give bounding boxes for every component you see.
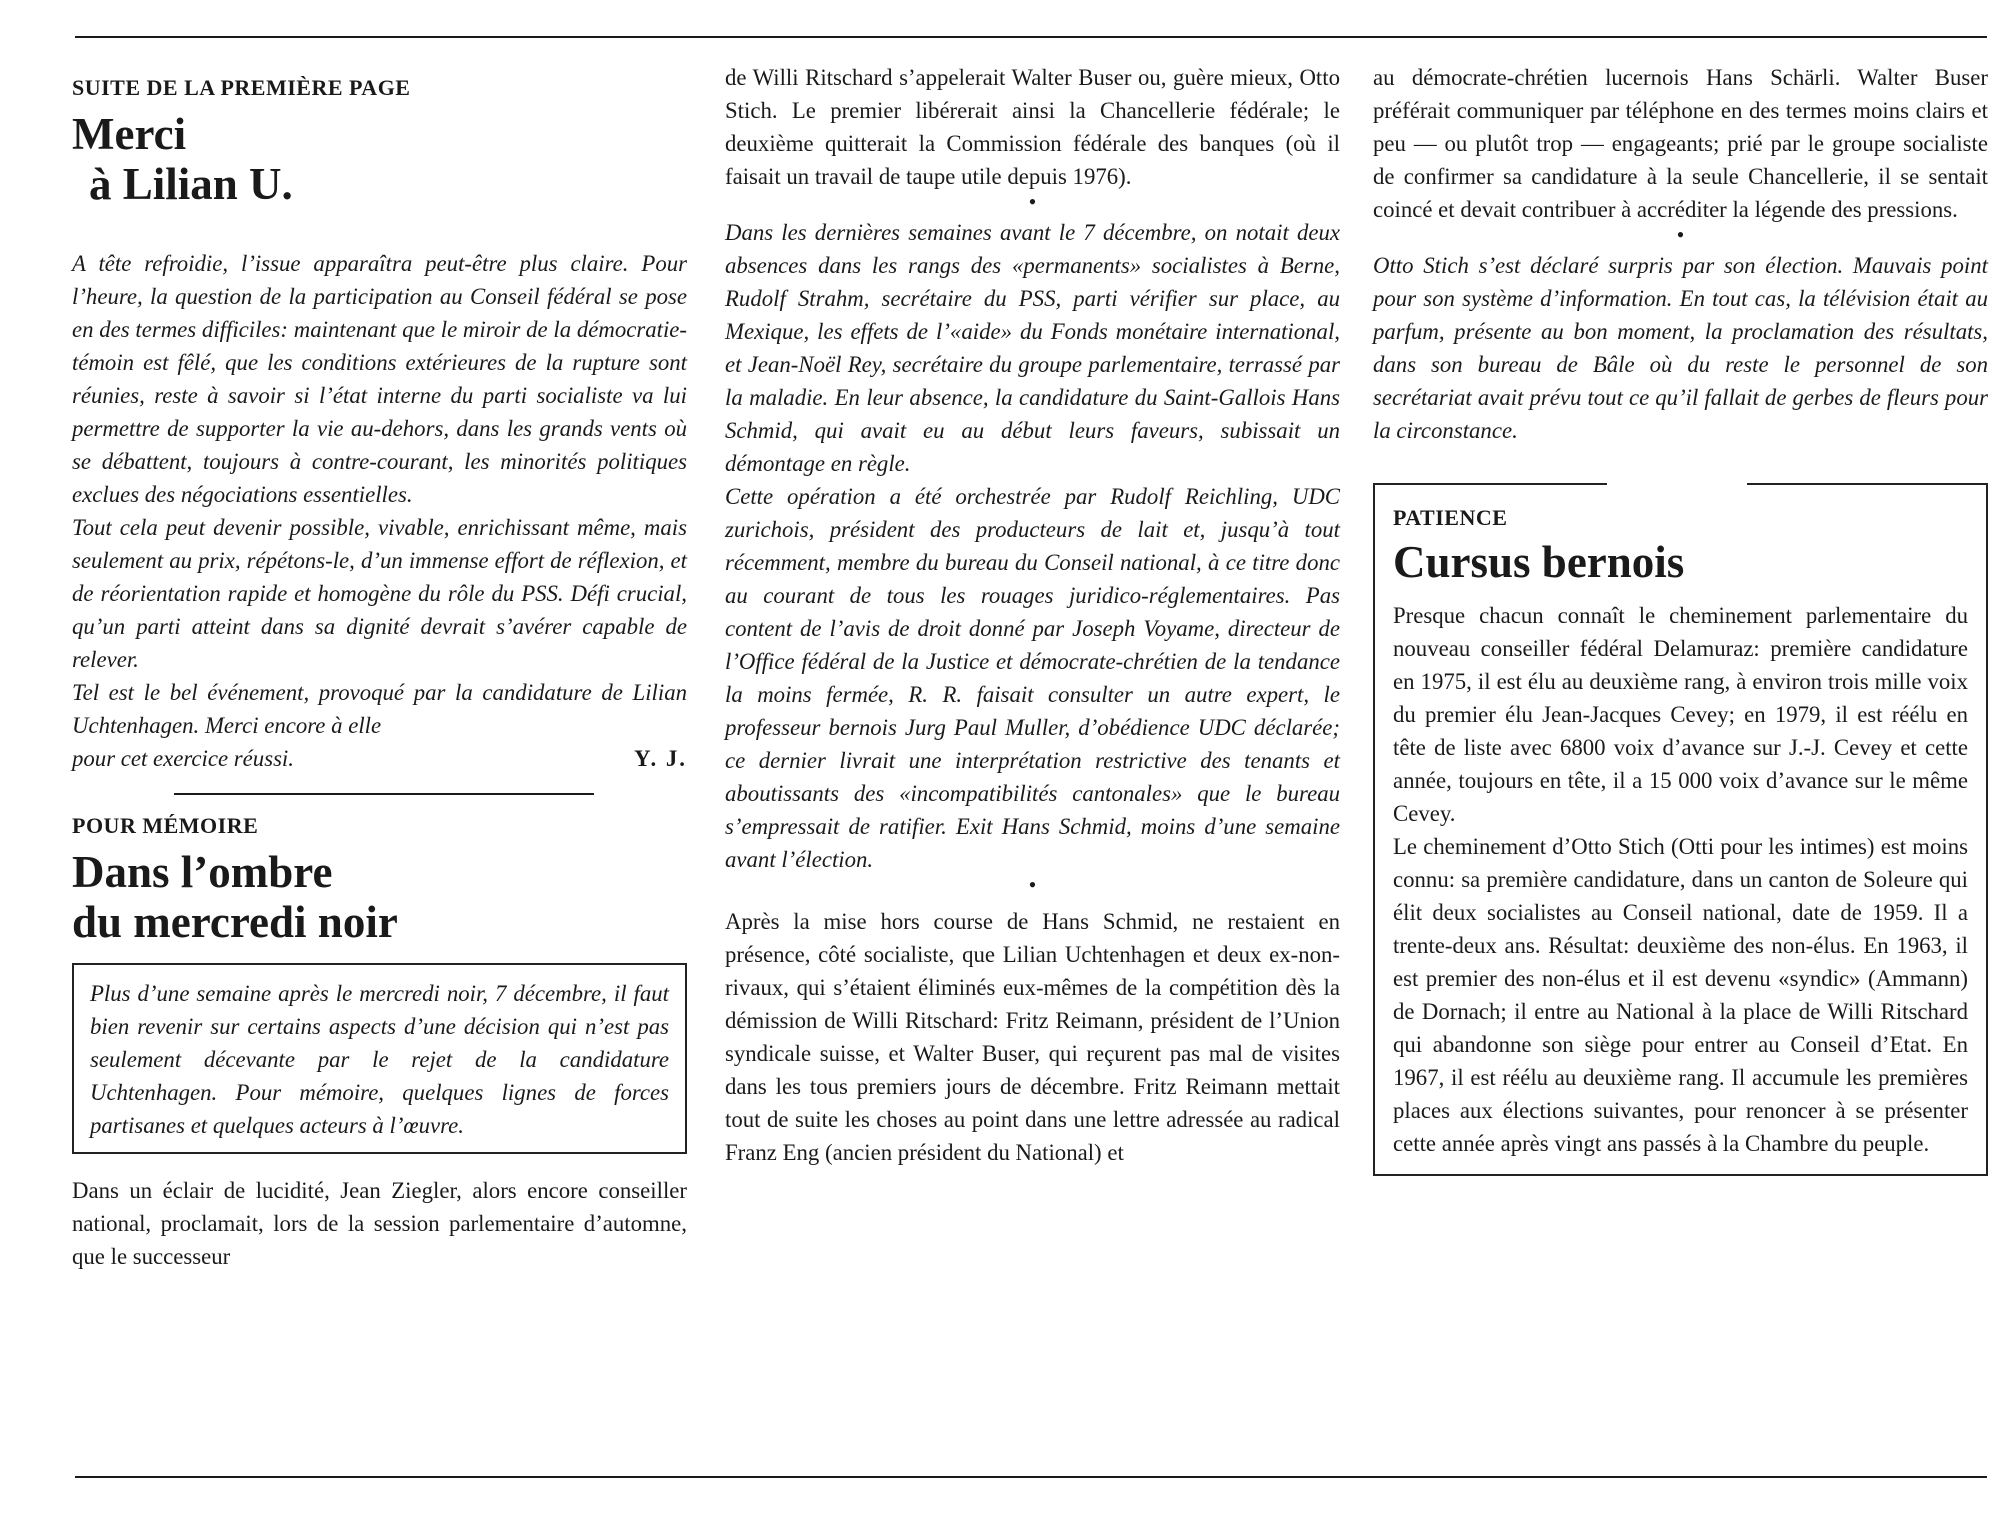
paragraph: Presque chacun connaît le cheminement parlementaire du nouveau conseiller fédéral Delamuraz: première candidature en 1975, il est élu au deuxième rang, à environ trois mille voix du premier élu Jean-Jacques Cevey; en 1979, il est réélu en tête de liste avec 6800 voix d’avance sur J.-J. Cevey et cette année, toujours en tête, il a 15 000 voix d’avance sur le même Cevey. [1393,603,1968,826]
paragraph: Dans les dernières semaines avant le 7 décembre, on notait deux absences dans les rangs des «permanents» socialistes à Berne, Rudolf Strahm, secrétaire du PSS, parti vérifier sur place, au Mexique, les effets de l’«aide» du Fonds monétaire international, et Jean-Noël Rey, secrétaire du groupe parlementaire, terrassé par la maladie. En leur absence, la candidature du Saint-Gallois Hans Schmid, qui avait eu au début leurs faveurs, subissait un démontage en règle. [725,220,1340,476]
paragraph: Cette opération a été orchestrée par Rudolf Reichling, UDC zurichois, président des producteurs de lait et, jusqu’à tout récemment, membre du bureau du Conseil national, à ce titre donc au courant de tous les rouages juridico-réglementaires. Pas content de l’avis de droit donné par Joseph Voyame, directeur de l’Office fédéral de la Justice et démocrate-chrétien de la tendance la moins fermée, R. R. faisait consulter un autre expert, le professeur bernois Jurg Paul Muller, d’obédience UDC déclarée; ce dernier livrait une interprétation restrictive des tenants et aboutissants des «incompatibilités cantonales» que le bureau s’empressait de ratifier. Exit Hans Schmid, moins d’une semaine avant l’élection. [725,484,1340,872]
paragraph: Otto Stich s’est déclaré surpris par son élection. Mauvais point pour son système d’information. En tout cas, la télévision était au parfum, présente au bon moment, la proclamation des résultats, dans son bureau de Bâle où du reste le personnel de son secrétariat avait prévu tout ce qu’il fallait de gerbes de fleurs pour la circonstance. [1373,253,1988,443]
paragraph: Tel est le bel événement, provoqué par la candidature de Lilian Uchtenhagen. Merci encore à elle [72,680,687,738]
paragraph: Le cheminement d’Otto Stich (Otti pour les intimes) est moins connu: sa première candidature, dans un canton de Soleure qui élit deux socialistes au Conseil national, date de 1959. Il a trente-deux ans. Résultat: deuxième des non-élus. En 1963, il est premier des non-élus et il est devenu «syndic» (Ammann) de Dornach; il entre au National à la place de Willi Ritschard qui abandonne son siège pour entrer au Conseil d’Etat. En 1967, il est réélu au deuxième rang. Il accumule les premières places aux élections suivantes, pour renoncer à se présenter cette année après vingt ans passés à la Chambre du peuple. [1393,834,1968,1156]
top-rule [75,36,1987,38]
paragraph: A tête refroidie, l’issue apparaîtra peut-être plus claire. Pour l’heure, la question de la participation au Conseil fédéral se pose en des termes difficiles: maintenant que le miroir de la démocratie-témoin est fêlé, que les conditions extérieures de la rupture sont réunies, reste à savoir si l’état interne du parti socialiste va lui permettre de supporter la vie au-dehors, dans les grands vents où se débattent, toujours à contre-courant, les minorités politiques exclues des négociations essentielles. [72,251,687,507]
separator-dot: • [1028,872,1037,897]
patience-box [1373,483,1988,1176]
paragraph-end: pour cet exercice réussi. [72,746,294,771]
kicker-patience: PATIENCE [1393,505,1508,530]
section-divider [174,793,594,795]
paragraph: au démocrate-chrétien lucernois Hans Schärli. Walter Buser préférait communiquer par téléphone en des termes moins clairs et peu — ou plutôt trop — engageants; prié par le groupe socialiste de confirmer sa candidature à la seule Chancellerie, il se sentait coincé et devait contribuer à accréditer la légende des pressions. [1373,65,1988,222]
headline-mercredi-noir: du mercredi noir [72,897,398,947]
separator-dot: • [1028,189,1037,214]
column-3 [1373,55,1988,1176]
headline-lilian: à Lilian U. [89,159,293,209]
paragraph: de Willi Ritschard s’appelerait Walter Buser ou, guère mieux, Otto Stich. Le premier libérerait ainsi la Chancellerie fédérale; le deuxième quitterait la Commission fédérale des banques (où il faisait un travail de taupe utile depuis 1976). [725,65,1340,189]
headline-cursus-bernois: Cursus bernois [1393,537,1685,587]
separator-dot: • [1676,222,1685,247]
intro-text: Plus d’une semaine après le mercredi noir, 7 décembre, il faut bien revenir sur certains aspects d’une décision qui n’est pas seulement décevante par le rejet de la candidature Uchtenhagen. Pour mémoire, quelques lignes de forces partisanes et quelques acteurs à l’œuvre. [90,981,669,1138]
author-signature: Y. J. [634,746,687,771]
kicker-pour-memoire: POUR MÉMOIRE [72,813,259,838]
column-2 [725,55,1340,1169]
headline-merci: Merci [72,109,187,159]
signature-line [72,742,687,775]
box-border-gap [1607,483,1747,485]
headline-dans-lombre: Dans l’ombre [72,847,333,897]
intro-box [72,963,687,1154]
paragraph: Tout cela peut devenir possible, vivable, enrichissant même, mais seulement au prix, répétons-le, d’un immense effort de réflexion, et de réorientation rapide et homogène du rôle du PSS. Défi crucial, qu’un parti atteint dans sa dignité devrait s’avérer capable de relever. [72,515,687,672]
paragraph: Après la mise hors course de Hans Schmid, ne restaient en présence, côté socialiste, que Lilian Uchtenhagen et deux ex-non-rivaux, qui s’étaient éliminés eux-mêmes de la compétition dès la démission de Willi Ritschard: Fritz Reimann, président de l’Union syndicale suisse, et Walter Buser, qui reçurent pas mal de visites dans les tous premiers jours de décembre. Fritz Reimann mettait tout de suite les choses au point dans une lettre adressée au radical Franz Eng (ancien président du National) et [725,909,1340,1165]
paragraph: Dans un éclair de lucidité, Jean Ziegler, alors encore conseiller national, proclamait, lors de la session parlementaire d’automne, que le successeur [72,1178,687,1269]
kicker-suite: SUITE DE LA PREMIÈRE PAGE [72,75,411,100]
bottom-rule [75,1476,1987,1478]
column-1 [72,55,687,1273]
